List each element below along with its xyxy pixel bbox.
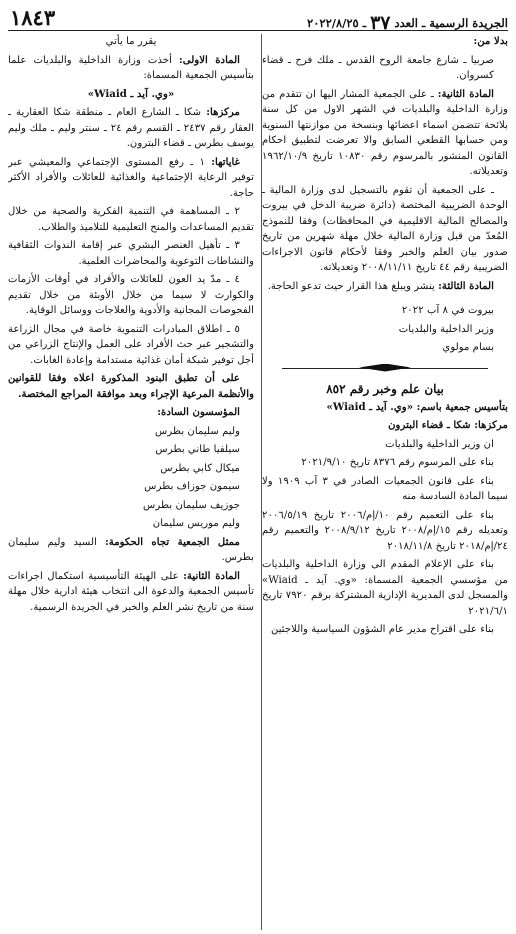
column-separator: [261, 34, 262, 930]
article-label: ممثل الجمعية تجاه الحكومة:: [104, 535, 240, 548]
paragraph: بناء على التعميم رقم ١٠/إم/٢٠٠٦ تاريخ ٢٠٠٦/٥/١٩ وتعديله رقم ١٥/إم/٢٠٠٨ تاريخ ٢٠٠٨/٩/١٢ والتعميم رقم ٢٤/إم/٢٠١٨ تاريخ ٢٠١٨/١١/٨: [262, 509, 508, 552]
issue-number: ٣٧: [370, 12, 391, 34]
header-journal-info: [307, 12, 508, 34]
paragraph: [8, 155, 254, 202]
article-text: شكا ـ الشارع العام ـ منطقة شكا العقارية ـ العقار رقم ٢٤٣٧ ـ القسم رقم ٢٤ ـ سنتر وليم ـ ملك وليم يوسف بطرس ـ قضاء البترون.: [8, 107, 254, 149]
paragraph: [8, 53, 254, 84]
paragraph: بناء على المرسوم رقم ٨٣٧٦ تاريخ ٢٠٢١/٩/١٠: [301, 457, 494, 469]
journal-name: الجريدة الرسمية ـ العدد: [394, 16, 508, 30]
paragraph: بناء على اقتراح مدير عام الشؤون السياسية واللاجئين: [270, 624, 494, 636]
article-text: أخذت وزارة الداخلية والبلديات علما بتأسيس الجمعية المسماة:: [8, 54, 254, 81]
founder-name: وليم موريس سليمان: [152, 518, 240, 529]
paragraph: صربيا ـ شارع جامعة الروح القدس ـ ملك فرح ـ قضاء كسروان.: [262, 54, 494, 81]
paragraph: [8, 535, 254, 566]
signature-name: بسام مولوي: [442, 342, 494, 353]
paragraph: ٢ ـ المساهمة في التنمية الفكرية والصحية من خلال تقديم المساعدات والمنح التعليمية للتلاميذ والطلاب.: [8, 206, 254, 233]
paragraph: على أن تطبق البنود المذكورة اعلاه وفقا للقوانين والأنظمة المرعية الإجراء وبعد موافقة المراجع المختصة.: [8, 372, 254, 400]
article-text: ١ ـ رفع المستوى الإجتماعي والمعيشي عبر توفير الرعاية الإجتماعية والغذائية للعائلات والأفراد الأكثر حاجة.: [8, 156, 254, 199]
paragraph: بدلا من:: [473, 35, 508, 47]
notice-title: بيان علم وخبر رقم ٨٥٢: [326, 381, 444, 396]
paragraph: ان وزير الداخلية والبلديات: [385, 438, 494, 450]
notice-subtitle: مركزها: شكا ـ قضاء البترون: [388, 419, 508, 432]
divider-ornament: [359, 364, 411, 372]
article-label: مركزها:: [206, 106, 240, 118]
page-number: ١٨٤٣: [10, 5, 56, 30]
paragraph: ٥ ـ اطلاق المبادرات التنموية خاصة في مجال الزراعة والتشجير عبر حث الأفراد على العمل والإنتاج الزراعي من أجل توفير شبكة أمان غذائية مستدامة وإعادة الغابات.: [8, 323, 254, 366]
article-text: ـ على الجمعية المشار اليها ان تتقدم من وزارة الداخلية والبلديات في الشهر الاول من كل سنة بلائحة تتضمن اسماء اعضائها وبنسخة من موازنتها السنوية ومن حسابها القطعي السابق والا تعرضت لتطبيق احكام القانون المنشور بالمرسوم رقم ١٠٨٣٠ تاريخ ١٩٦٢/١٠/٩ وتعديلاته.: [262, 88, 508, 177]
founder-name: ميكال كابي بطرس: [160, 462, 240, 474]
page-header: [8, 4, 508, 34]
paragraph: يقرر ما يأتي: [105, 36, 157, 47]
left-column: [8, 34, 254, 930]
paragraph: [262, 87, 508, 180]
right-column: [262, 34, 508, 930]
paragraph: ٣ ـ تأهيل العنصر البشري عبر إقامة الندوات الثقافية والنشاطات التوعوية والمحاضرات العلمية.: [8, 240, 254, 267]
paragraph: ٤ ـ مدّ يد العون للعائلات والأفراد في أوقات الأزمات والكوارث لا سيما من خلال الأوبئة من خلال تقديم الفحوصات المجانية والأدوية والعلاجات ووسائل الوقاية.: [8, 274, 254, 316]
paragraph: بناء على قانون الجمعيات الصادر في ٣ آب ١٩٠٩ ولا سيما المادة السادسة منه: [262, 475, 508, 503]
signature-date: بيروت في ٨ آب ٢٠٢٢: [401, 305, 494, 316]
article-label: المادة الثانية:: [437, 87, 495, 100]
section-divider: [262, 362, 508, 376]
article-text: ينشر ويبلغ هذا القرار حيث تدعو الحاجة.: [267, 280, 439, 292]
issue-date: ـ ٢٠٢٢/٨/٢٥: [307, 16, 367, 30]
article-text: على الهيئة التأسيسية استكمال اجراءات تأسيس الجمعية والدعوة الى انتخاب هيئة ادارية خلال مهلة سنة من تاريخ نشر العلم والخبر في الجريدة الرسمية.: [8, 570, 254, 613]
paragraph: ـ على الجمعية أن تقوم بالتسجيل لدى وزارة المالية ـ الوحدة الضريبية المختصة (دائرة ضريبة الدخل في بيروت والمصالح المالية الاقليمية في المحافظات) وفقا للنموذج المُعدّ من قبل وزارة المالية خلال مهلة شهرين من تاريخ صدور بيان العلم والخبر وفقا لأحكام قانون الاجراءات الضريبية رقم ٤٤ تاريخ ٢٠٠٨/١١/١١ وتعديلاته.: [262, 184, 508, 273]
columns: [8, 34, 508, 930]
founder-name: سيمون جوزاف بطرس: [144, 481, 240, 492]
paragraph: بناء على الإعلام المقدم الى وزارة الداخلية والبلديات من مؤسسي الجمعية المسماة: «وي. آيد ـ Wiaid» والمسجل لدى المديرية الإدارية المشتركة برقم ٧٩٢٠ تاريخ ٢٠٢١/٦/١: [262, 559, 508, 617]
article-label: المادة الثانية:: [183, 569, 241, 582]
founder-name: وليم سليمان بطرس: [154, 425, 240, 437]
paragraph: [262, 279, 508, 295]
notice-subtitle: بتأسيس جمعية باسم: «وي. آيد ـ Wiaid»: [326, 400, 508, 413]
article-label: المادة الثالثة:: [438, 279, 494, 292]
signature-title: وزير الداخلية والبلديات: [398, 323, 494, 335]
paragraph: [8, 105, 254, 152]
association-name: «وي. آيد ـ Wiaid»: [87, 87, 175, 100]
article-label: غاياتها:: [211, 155, 240, 168]
article-text: السيد وليم سليمان بطرس.: [8, 536, 254, 563]
article-label: المادة الاولى:: [178, 53, 240, 66]
founders-heading: المؤسسون السادة:: [157, 406, 240, 418]
founder-name: جوزيف سليمان بطرس: [142, 499, 240, 511]
paragraph: [8, 569, 254, 616]
founder-name: سيلفيا طاني بطرس: [155, 444, 240, 455]
